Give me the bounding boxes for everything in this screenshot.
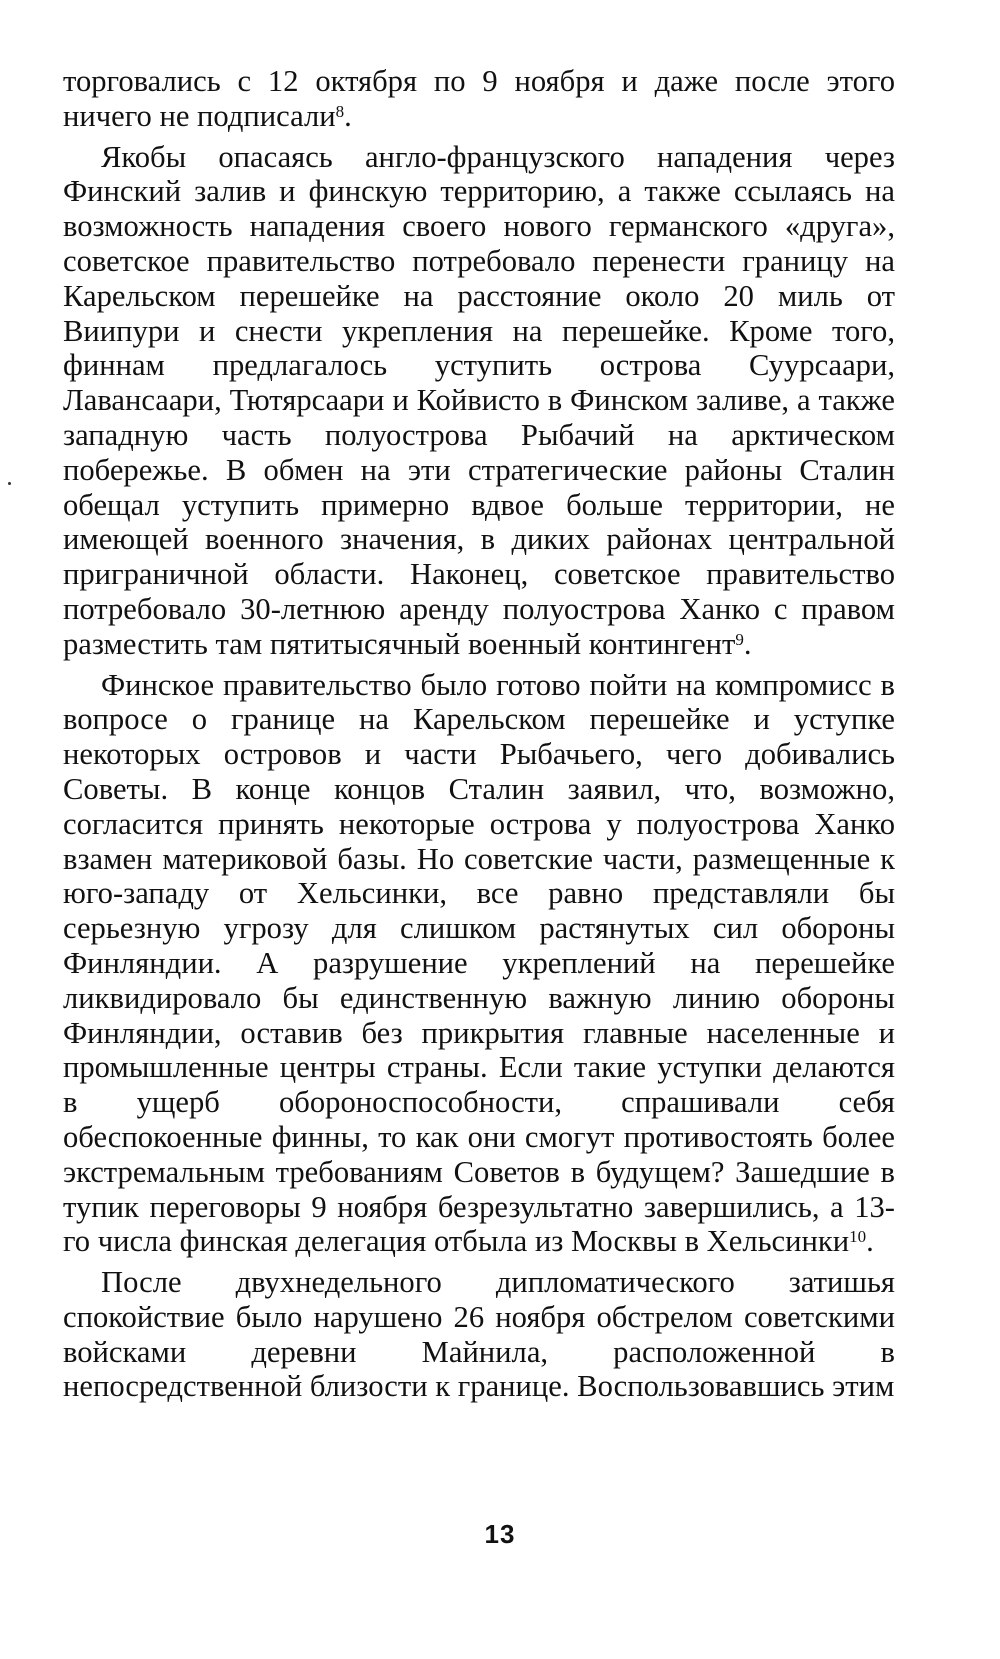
paragraph-1-tail: .: [344, 98, 352, 133]
footnote-marker-8: 8: [335, 101, 345, 121]
footnote-marker-9: 9: [735, 629, 744, 649]
paragraph-3-tail: .: [866, 1224, 874, 1259]
book-page-body: [63, 64, 895, 1410]
paragraph-1-text: торговались с 12 октября по 9 ноября и даже после этого ничего не подписали: [63, 64, 895, 133]
paragraph-4: [63, 1265, 895, 1404]
footnote-marker-10: 10: [849, 1227, 867, 1247]
paragraph-1: [63, 64, 895, 134]
paragraph-2: [63, 140, 895, 662]
paragraph-2-text: Якобы опасаясь англо-французского нападения через Финский залив и финскую территорию, а также ссылаясь на возможность нападения своего нового германского «друга», советское правительство потребовало перенести границу на Карельском перешейке на расстояние около 20 миль от Виипури и снести укрепления на перешейке. Кроме того, финнам предлагалось уступить острова Суурсаари, Лавансаари, Тютярсаари и Койвисто в Финском заливе, а также западную часть полуострова Рыбачий на арктическом побережье. В обмен на эти стратегические районы Сталин обещал уступить примерно вдвое больше территории, не имеющей военного значения, в диких районах центральной приграничной области. Наконец, советское правительство потребовало 30-летнюю аренду полуострова Ханко с правом разместить там пятитысячный военный контингент: [63, 139, 895, 661]
paragraph-4-text: После двухнедельного дипломатического затишья спокойствие было нарушено 26 ноября обстрелом советскими войсками деревни Майнила, расположенной в непосредственной близости к границе. Воспользовавшись этим: [63, 1265, 895, 1404]
scan-speck: [8, 482, 11, 485]
paragraph-3-text: Финское правительство было готово пойти на компромисс в вопросе о границе на Карельском перешейке и уступке некоторых островов и части Рыбачьего, чего добивались Советы. В конце концов Сталин заявил, что, возможно, согласится принять некоторые острова у полуострова Ханко взамен материковой базы. Но советские части, размещенные к юго-западу от Хельсинки, все равно представляли бы серьезную угрозу для слишком растянутых сил обороны Финляндии. А разрушение укреплений на перешейке ликвидировало бы единственную важную линию обороны Финляндии, оставив без прикрытия главные населенные и промышленные центры страны. Если такие уступки делаются в ущерб обороноспособности, спрашивали себя обеспокоенные финны, то как они смогут противостоять более экстремальным требованиям Советов в будущем? Зашедшие в тупик переговоры 9 ноября безрезультатно завершились, а 13-го числа финская делегация отбыла из Москвы в Хельсинки: [63, 667, 895, 1259]
paragraph-3: [63, 668, 895, 1260]
page-number: 13: [484, 1519, 516, 1549]
paragraph-2-tail: .: [743, 626, 752, 661]
